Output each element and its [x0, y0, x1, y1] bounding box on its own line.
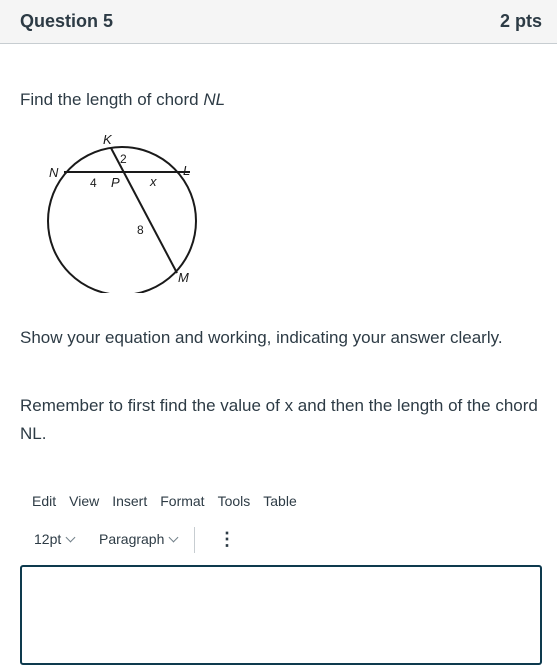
toolbar-divider [194, 527, 195, 553]
answer-editor[interactable] [20, 565, 542, 665]
editor-toolbar [34, 531, 244, 551]
chevron-down-icon [66, 533, 76, 543]
editor-menubar [32, 493, 310, 509]
menu-table[interactable]: Table [263, 493, 297, 509]
question-header [0, 0, 557, 44]
circle-chord-diagram [40, 128, 210, 293]
menu-edit[interactable]: Edit [32, 493, 57, 509]
prompt-text: Find the length of chord [20, 90, 204, 109]
label-k: K [103, 132, 112, 147]
menu-view[interactable]: View [69, 493, 100, 509]
prompt-chord: NL [203, 90, 226, 109]
instruction-1: Show your equation and working, indicating your answer clearly. [20, 328, 503, 347]
instruction-2: Remember to first find the value of x and then the length of the chord NL. [20, 396, 538, 443]
block-format-dropdown[interactable] [99, 531, 177, 547]
font-size-value: 12pt [34, 531, 62, 547]
chevron-down-icon [169, 533, 179, 543]
label-m: M [178, 270, 189, 285]
menu-insert[interactable]: Insert [112, 493, 148, 509]
question-points: 2 pts [499, 11, 542, 31]
font-size-dropdown[interactable] [34, 531, 74, 547]
menu-format[interactable]: Format [160, 493, 205, 509]
chord-km [111, 148, 177, 273]
label-2: 2 [120, 152, 127, 166]
block-format-value: Paragraph [99, 531, 165, 547]
label-l: L [183, 163, 191, 178]
question-prompt [20, 90, 225, 110]
label-4: 4 [90, 176, 97, 190]
label-p: P [111, 175, 120, 190]
menu-tools[interactable]: Tools [217, 493, 251, 509]
label-x: x [150, 174, 157, 189]
label-8: 8 [137, 223, 144, 237]
question-title: Question 5 [20, 11, 114, 31]
label-n: N [49, 165, 59, 180]
more-options-icon[interactable]: ⋮ [218, 529, 236, 549]
